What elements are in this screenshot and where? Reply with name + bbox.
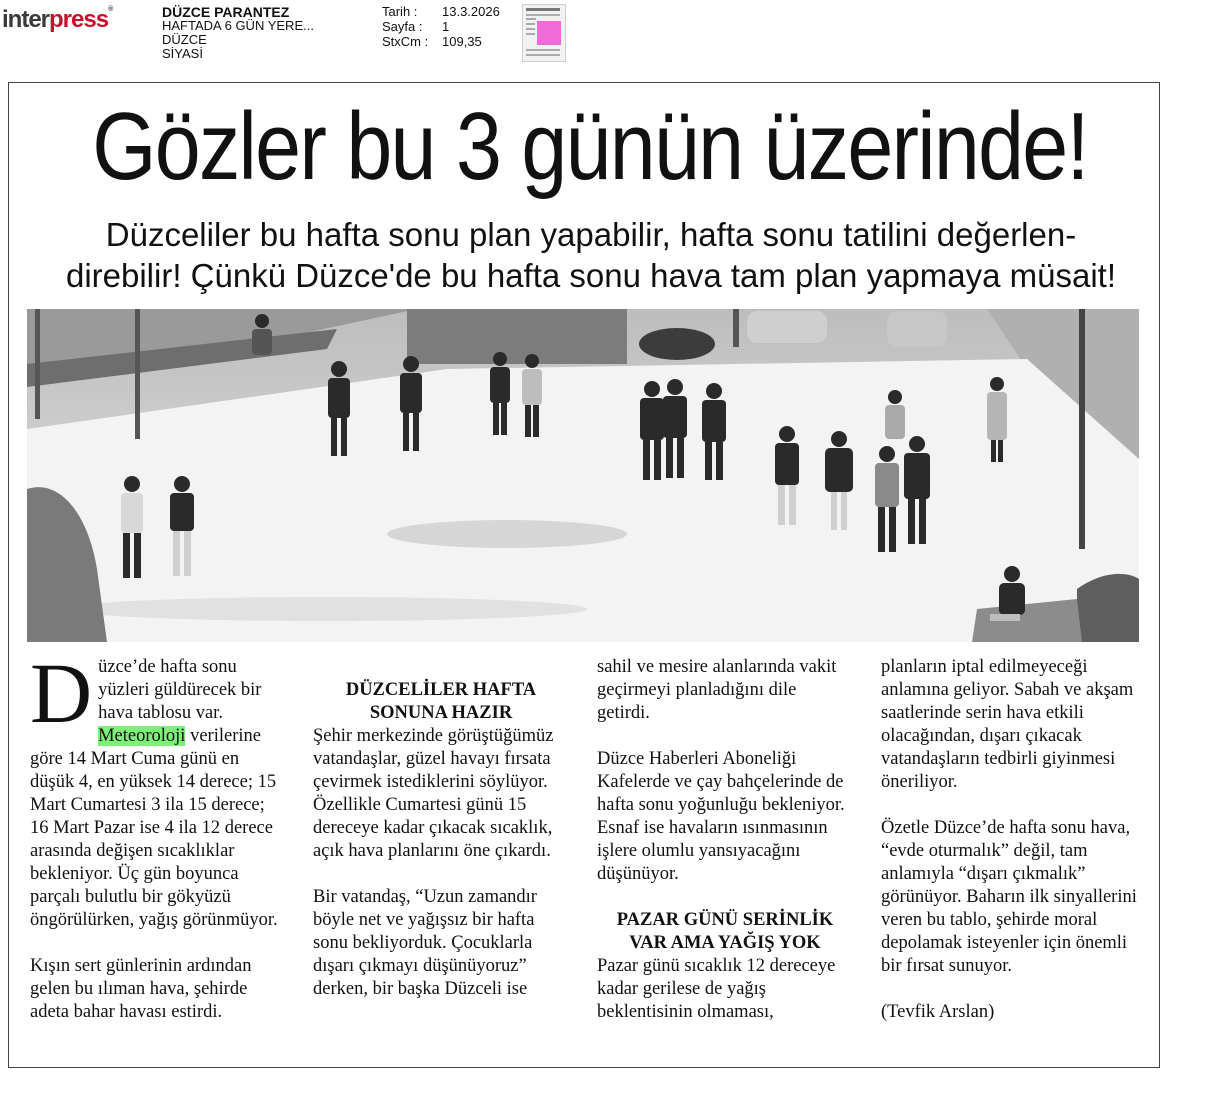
paragraph: Şehir merkezinde görüştüğümüz vatandaşlar, güzel havayı fırsata çevirmek istediklerini söylüyor. Özellikle Cumartesi günü 15 dereceye kadar çıkacak sıcaklık, açık hava planlarını öne çıkardı. bbox=[313, 726, 554, 861]
publication-category: SİYASİ bbox=[162, 47, 203, 61]
section-heading: DÜZCELİLER HAFTA SONUNA HAZIR bbox=[345, 680, 537, 723]
page-value: 1 bbox=[442, 19, 450, 34]
drop-cap: D bbox=[30, 645, 93, 741]
paragraph: Pazar günü sıcaklık 12 dereceye kadar gerilese de yağış beklentisinin olmaması, bbox=[597, 956, 836, 1022]
date-label: Tarih : bbox=[382, 4, 418, 19]
publication-name: DÜZCE PARANTEZ bbox=[162, 5, 290, 19]
thumbnail-line bbox=[526, 33, 535, 35]
paragraph: Bir vatandaş, “Uzun zamandır böyle net ve yağışsız bir hafta sonu bekliyorduk. Çocuklarla dışarı çıkmayı düşünüyoruz” derken, bir başka Düzceli ise bbox=[313, 887, 537, 999]
clipping-details bbox=[382, 4, 500, 49]
subheadline bbox=[26, 214, 1156, 296]
stxcm-label: StxCm : bbox=[382, 34, 429, 49]
subheadline-line: direbilir! Çünkü Düzce'de bu hafta sonu hava tam plan yapmaya müsait! bbox=[65, 257, 1117, 294]
publication-info bbox=[162, 5, 362, 61]
thumbnail-line bbox=[526, 18, 536, 20]
article-column-4 bbox=[881, 656, 1141, 1024]
thumbnail-masthead bbox=[526, 8, 560, 11]
interpress-logo: interpress® bbox=[2, 6, 113, 33]
street-scene-image bbox=[27, 309, 1139, 642]
paragraph: Düzce Haberleri Aboneliği Kafelerde ve çay bahçelerinde de hafta sonu yoğunluğu bekleniyor. Esnaf ise havaların ısınmasının işlere olumlu yansıyacağını düşünüyor. bbox=[597, 749, 845, 884]
publication-frequency: HAFTADA 6 GÜN YERE... bbox=[162, 19, 314, 33]
byline: (Tevfik Arslan) bbox=[881, 1002, 995, 1022]
page-label: Sayfa : bbox=[382, 19, 423, 34]
thumbnail-line bbox=[526, 54, 560, 56]
paragraph: Özetle Düzce’de hafta sonu hava, “evde oturmalık” değil, tam anlamıyla “dışarı çıkmalık” görünüyor. Baharın ilk sinyallerini veren bu tablo, şehirde moral depolamak isteyenler için önemli bir fırsat sunuyor. bbox=[881, 818, 1137, 976]
date-value: 13.3.2026 bbox=[442, 4, 500, 19]
page-thumbnail[interactable] bbox=[522, 4, 566, 62]
subheadline-line: Düzceliler bu hafta sonu plan yapabilir, hafta sonu tatilini değerlen- bbox=[105, 216, 1077, 253]
thumbnail-line bbox=[526, 23, 535, 25]
publication-city: DÜZCE bbox=[162, 33, 207, 47]
paragraph: Kışın sert günlerinin ardından gelen bu ılıman hava, şehirde adeta bahar havası estirdi. bbox=[30, 956, 252, 1022]
paragraph: üzce’de hafta sonu yüzleri güldürecek bir hava tablosu var. Meteoroloji verilerine göre 14 Mart Cuma günü en düşük 4, en yüksek 14 derece; 15 Mart Cumartesi 3 ila 15 derece; 16 Mart Pazar ise 4 ila 12 derece arasında değişen sıcaklıklar bekleniyor. Üç gün boyunca parçalı bulutlu bir gökyüzü öngörülürken, yağış görünmüyor. bbox=[30, 657, 278, 930]
paragraph: sahil ve mesire alanlarında vakit geçirmeyi planladığını dile getirdi. bbox=[597, 657, 837, 723]
paragraph: planların iptal edilmeyeceği anlamına geliyor. Sabah ve akşam saatlerinde serin hava etkili olacağından, dışarı çıkacak vatandaşların tedbirli giyinmesi öneriliyor. bbox=[881, 657, 1134, 792]
stxcm-value: 109,35 bbox=[442, 34, 482, 49]
thumbnail-article-highlight bbox=[537, 21, 561, 45]
thumbnail-line bbox=[526, 49, 560, 51]
article-column-1 bbox=[30, 645, 286, 1024]
headline: Gözler bu 3 günün üzerinde! bbox=[92, 93, 1088, 200]
highlighted-keyword: Meteoroloji bbox=[98, 726, 186, 746]
article-photo bbox=[27, 309, 1139, 642]
section-heading: PAZAR GÜNÜ SERİNLİK VAR AMA YAĞIŞ YOK bbox=[616, 910, 834, 953]
article-column-3 bbox=[597, 656, 853, 1024]
thumbnail-line bbox=[526, 14, 560, 16]
article-column-2 bbox=[313, 656, 569, 1001]
thumbnail-line bbox=[526, 28, 535, 30]
